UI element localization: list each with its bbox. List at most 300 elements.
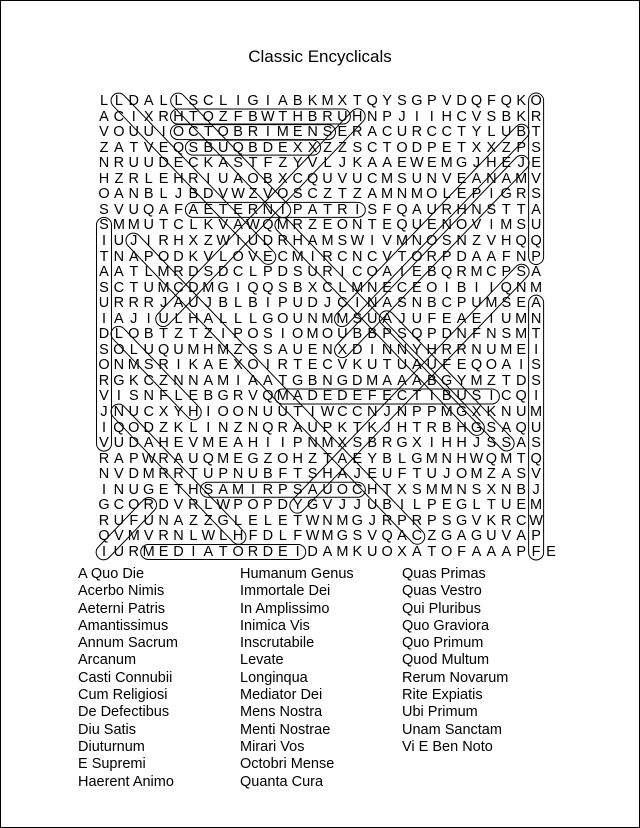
grid-letter: P — [426, 404, 437, 420]
grid-letter: U — [113, 232, 125, 249]
grid-letter: U — [217, 170, 229, 187]
grid-letter: Q — [500, 93, 512, 109]
grid-letter: O — [336, 481, 349, 498]
grid-letter: H — [456, 450, 467, 467]
grid-letter: M — [276, 124, 289, 141]
grid-letter: I — [489, 388, 494, 405]
grid-letter: O — [336, 217, 349, 234]
grid-letter: B — [382, 450, 392, 467]
grid-letter: H — [366, 481, 378, 498]
grid-letter: B — [456, 279, 467, 296]
grid-letter: B — [367, 435, 378, 452]
grid-letter: A — [531, 201, 541, 218]
grid-letter: M — [530, 497, 543, 514]
grid-letter: R — [247, 201, 259, 218]
grid-letter: L — [174, 388, 183, 405]
grid-letter: V — [307, 155, 318, 172]
grid-letter: I — [206, 170, 211, 187]
grid-letter: A — [322, 543, 333, 560]
grid-letter: A — [412, 543, 422, 560]
grid-letter: T — [382, 139, 392, 156]
grid-letter: B — [233, 124, 243, 141]
grid-letter: M — [276, 388, 289, 405]
grid-letter: C — [352, 404, 363, 420]
grid-letter: V — [382, 248, 392, 265]
grid-letter: U — [188, 450, 199, 467]
grid-letter: O — [366, 264, 378, 281]
grid-letter: R — [158, 108, 169, 125]
grid-letter: B — [248, 295, 258, 312]
grid-letter: S — [501, 435, 512, 452]
grid-letter: N — [322, 341, 333, 358]
grid-letter: K — [516, 108, 527, 125]
grid-letter: Y — [173, 404, 184, 420]
grid-letter: K — [307, 93, 318, 109]
grid-letter: D — [203, 186, 214, 203]
grid-letter: D — [352, 341, 363, 358]
grid-letter: W — [320, 404, 335, 420]
grid-letter: J — [398, 310, 406, 327]
grid-letter: A — [337, 450, 348, 467]
grid-letter: S — [203, 264, 214, 281]
grid-letter: I — [519, 357, 524, 374]
grid-letter: K — [352, 155, 363, 172]
grid-letter: A — [397, 528, 407, 545]
grid-letter: N — [143, 388, 154, 405]
grid-letter: J — [353, 497, 361, 514]
grid-letter: G — [411, 93, 423, 109]
grid-letter: L — [219, 248, 228, 265]
grid-letter: M — [515, 326, 528, 343]
grid-letter: U — [247, 466, 259, 483]
grid-letter: G — [217, 279, 229, 296]
grid-letter: N — [247, 419, 259, 436]
word-list-item: Rerum Novarum — [402, 669, 509, 686]
grid-letter: T — [397, 248, 407, 265]
grid-row — [96, 513, 556, 529]
grid-letter: S — [471, 388, 482, 405]
word-list-item: Diu Satis — [78, 721, 137, 738]
grid-letter: A — [516, 435, 527, 452]
grid-letter: S — [531, 186, 541, 203]
grid-letter: O — [292, 326, 304, 343]
grid-letter: M — [217, 341, 230, 358]
grid-letter: A — [471, 170, 482, 187]
grid-letter: M — [321, 528, 334, 545]
grid-letter: N — [173, 528, 184, 545]
grid-letter: K — [128, 372, 139, 389]
grid-letter: M — [112, 217, 125, 234]
grid-letter: A — [277, 93, 288, 109]
grid-letter: P — [382, 108, 392, 125]
grid-letter: B — [367, 326, 378, 343]
grid-letter: Q — [381, 528, 393, 545]
grid-letter: A — [307, 232, 318, 249]
grid-letter: M — [395, 232, 409, 249]
grid-letter: E — [426, 217, 437, 234]
grid-letter: U — [307, 419, 318, 436]
grid-letter: I — [191, 543, 196, 560]
grid-letter: H — [203, 341, 214, 358]
grid-letter: V — [99, 388, 109, 405]
grid-letter: U — [501, 497, 512, 514]
grid-letter: Q — [98, 528, 110, 545]
grid-letter: G — [98, 497, 110, 514]
grid-letter: Z — [159, 419, 169, 436]
grid-letter: S — [292, 481, 303, 498]
grid-letter: I — [101, 419, 107, 436]
grid-letter: B — [307, 372, 318, 389]
grid-letter: H — [173, 170, 184, 187]
grid-letter: A — [203, 543, 214, 560]
grid-letter: E — [322, 388, 333, 405]
grid-letter: P — [143, 248, 154, 265]
grid-letter: D — [307, 388, 318, 405]
grid-letter: E — [158, 543, 169, 560]
grid-row — [96, 217, 556, 233]
grid-row — [96, 295, 556, 311]
grid-letter: R — [292, 217, 303, 234]
grid-letter: A — [382, 155, 392, 172]
grid-letter: U — [366, 357, 378, 374]
word-list-item: Vi E Ben Noto — [402, 738, 493, 755]
grid-row — [96, 326, 556, 342]
grid-letter: V — [471, 512, 482, 529]
word-list-item: Cum Religiosi — [78, 687, 168, 704]
grid-letter: L — [219, 310, 228, 327]
grid-letter: U — [486, 528, 497, 545]
grid-letter: E — [441, 497, 452, 514]
grid-letter: R — [381, 512, 393, 529]
grid-letter: H — [441, 108, 452, 125]
grid-letter: R — [158, 528, 169, 545]
grid-letter: U — [143, 341, 154, 358]
word-list-item: Quanta Cura — [240, 773, 324, 790]
grid-letter: R — [501, 512, 512, 529]
grid-letter: Z — [323, 139, 332, 156]
grid-letter: T — [486, 497, 496, 514]
grid-letter: D — [262, 528, 274, 545]
grid-letter: L — [204, 497, 213, 514]
grid-letter: S — [188, 93, 199, 109]
grid-letter: D — [515, 372, 527, 389]
grid-letter: U — [113, 512, 125, 529]
grid-letter: N — [98, 466, 110, 483]
grid-letter: O — [455, 466, 468, 483]
grid-letter: U — [471, 295, 482, 312]
grid-letter: U — [128, 124, 140, 141]
grid-letter: W — [216, 232, 231, 249]
grid-row — [96, 140, 556, 156]
grid-letter: U — [292, 341, 303, 358]
grid-letter: T — [129, 139, 139, 156]
grid-letter: P — [263, 264, 273, 281]
grid-letter: C — [352, 264, 363, 281]
grid-letter: F — [233, 108, 243, 125]
grid-letter: H — [456, 201, 467, 218]
grid-letter: M — [291, 248, 304, 265]
grid-letter: U — [486, 341, 497, 358]
grid-letter: B — [263, 466, 273, 483]
grid-letter: R — [247, 543, 259, 560]
grid-letter: Z — [427, 528, 437, 545]
word-list-item: Diuturnum — [78, 738, 145, 755]
grid-letter: G — [470, 528, 483, 545]
grid-letter: M — [157, 279, 170, 296]
word-list-item: Inimica Vis — [240, 617, 310, 634]
grid-letter: U — [411, 310, 423, 327]
grid-letter: D — [262, 543, 274, 560]
grid-letter: C — [501, 388, 512, 405]
grid-letter: A — [471, 248, 482, 265]
grid-letter: E — [218, 435, 229, 452]
grid-letter: L — [99, 93, 109, 109]
grid-letter: O — [321, 326, 334, 343]
grid-letter: U — [530, 419, 542, 436]
grid-letter: K — [203, 217, 214, 234]
grid-letter: O — [217, 124, 229, 141]
grid-letter: T — [367, 217, 377, 234]
grid-letter: J — [130, 232, 138, 249]
grid-letter: C — [441, 295, 452, 312]
grid-letter: G — [217, 388, 229, 405]
grid-letter: N — [128, 186, 140, 203]
grid-letter: M — [336, 512, 349, 529]
word-list-item: Rite Expiatis — [402, 687, 483, 704]
grid-letter: S — [516, 264, 527, 281]
grid-row — [96, 528, 556, 544]
grid-letter: Y — [412, 341, 422, 358]
grid-letter: E — [277, 543, 288, 560]
grid-letter: H — [426, 341, 438, 358]
grid-letter: U — [366, 310, 378, 327]
grid-letter: A — [203, 357, 214, 374]
grid-letter: C — [277, 248, 289, 265]
grid-letter: V — [248, 388, 258, 405]
grid-letter: T — [203, 124, 213, 141]
grid-letter: V — [173, 497, 184, 514]
grid-letter: N — [515, 279, 527, 296]
grid-letter: I — [295, 543, 300, 560]
grid-letter: P — [426, 497, 437, 514]
grid-letter: B — [382, 497, 392, 514]
grid-letter: C — [292, 170, 303, 187]
grid-letter: Z — [159, 372, 169, 389]
grid-letter: J — [174, 186, 183, 203]
grid-letter: N — [426, 170, 438, 187]
grid-letter: V — [188, 435, 199, 452]
grid-letter: U — [188, 295, 199, 312]
grid-letter: A — [292, 419, 303, 436]
grid-letter: S — [397, 170, 407, 187]
grid-letter: R — [188, 170, 199, 187]
grid-letter: D — [143, 419, 154, 436]
grid-letter: E — [382, 217, 392, 234]
grid-letter: K — [516, 93, 527, 109]
grid-letter: S — [337, 232, 348, 249]
grid-row — [96, 420, 556, 436]
grid-letter: G — [336, 372, 349, 389]
grid-letter: L — [442, 186, 451, 203]
grid-letter: Y — [471, 124, 482, 141]
grid-letter: T — [427, 543, 437, 560]
grid-letter: A — [501, 543, 512, 560]
grid-letter: X — [471, 404, 482, 420]
grid-letter: U — [143, 155, 154, 172]
grid-letter: D — [352, 372, 363, 389]
grid-letter: A — [471, 543, 482, 560]
grid-letter: D — [277, 497, 289, 514]
grid-letter: S — [352, 139, 363, 156]
grid-letter: E — [158, 481, 169, 498]
grid-letter: I — [280, 435, 285, 452]
grid-letter: I — [236, 93, 241, 109]
word-list-item: Quas Primas — [402, 566, 486, 582]
grid-letter: E — [173, 155, 184, 172]
grid-letter: O — [426, 232, 438, 249]
grid-letter: M — [470, 264, 483, 281]
grid-letter: V — [143, 139, 154, 156]
grid-letter: M — [500, 450, 513, 467]
grid-letter: U — [381, 466, 393, 483]
grid-letter: R — [277, 419, 289, 436]
grid-letter: K — [352, 543, 363, 560]
grid-letter: Q — [113, 419, 125, 436]
grid-letter: O — [381, 543, 393, 560]
grid-letter: A — [486, 248, 497, 265]
grid-letter: S — [352, 435, 363, 452]
grid-letter: P — [501, 264, 512, 281]
grid-letter: R — [128, 295, 140, 312]
grid-letter: L — [472, 497, 481, 514]
grid-letter: N — [322, 512, 333, 529]
grid-letter: S — [516, 466, 527, 483]
grid-letter: A — [173, 295, 184, 312]
grid-letter: X — [143, 108, 154, 125]
grid-letter: C — [426, 124, 438, 141]
grid-letter: F — [278, 466, 288, 483]
grid-letter: I — [474, 279, 479, 296]
grid-letter: B — [248, 108, 258, 125]
grid-letter: E — [412, 264, 422, 281]
grid-letter: R — [98, 372, 110, 389]
grid-letter: I — [399, 497, 405, 514]
grid-letter: N — [381, 341, 393, 358]
grid-letter: M — [202, 435, 215, 452]
grid-letter: B — [248, 139, 258, 156]
grid-letter: O — [485, 357, 498, 374]
grid-letter: T — [501, 201, 511, 218]
grid-letter: I — [489, 310, 494, 327]
grid-letter: T — [516, 201, 526, 218]
grid-letter: N — [113, 357, 125, 374]
grid-letter: V — [218, 186, 229, 203]
grid-row — [96, 435, 556, 451]
grid-letter: M — [530, 404, 543, 420]
grid-letter: W — [350, 232, 365, 249]
grid-letter: D — [173, 543, 184, 560]
grid-letter: U — [292, 310, 303, 327]
grid-letter: S — [531, 357, 541, 374]
grid-letter: B — [143, 186, 154, 203]
grid-letter: A — [128, 248, 139, 265]
grid-letter: A — [516, 528, 527, 545]
grid-letter: A — [531, 264, 541, 281]
grid-letter: S — [143, 357, 154, 374]
grid-letter: W — [305, 512, 320, 529]
grid-letter: Y — [292, 155, 303, 172]
grid-letter: I — [414, 108, 419, 125]
grid-letter: V — [441, 170, 452, 187]
grid-letter: E — [233, 450, 243, 467]
grid-letter: M — [425, 450, 438, 467]
grid-letter: V — [263, 186, 273, 203]
grid-letter: A — [486, 543, 497, 560]
grid-letter: E — [307, 341, 318, 358]
grid-letter: J — [159, 295, 168, 312]
grid-letter: C — [188, 124, 199, 141]
grid-letter: Y — [292, 497, 303, 514]
grid-letter: I — [101, 232, 107, 249]
grid-letter: H — [396, 419, 408, 436]
grid-letter: T — [174, 481, 183, 498]
grid-letter: F — [382, 201, 392, 218]
grid-letter: N — [456, 481, 467, 498]
grid-letter: K — [337, 419, 348, 436]
grid-letter: V — [203, 248, 214, 265]
grid-letter: K — [352, 357, 363, 374]
grid-letter: P — [292, 435, 303, 452]
grid-letter: O — [98, 357, 110, 374]
grid-letter: X — [307, 139, 318, 156]
grid-letter: D — [128, 466, 140, 483]
grid-letter: S — [397, 295, 407, 312]
grid-letter: T — [188, 108, 198, 125]
grid-letter: Z — [337, 139, 347, 156]
grid-letter: A — [218, 155, 229, 172]
grid-letter: G — [455, 497, 468, 514]
grid-letter: M — [530, 279, 543, 296]
grid-letter: Q — [441, 264, 453, 281]
grid-letter: T — [159, 326, 169, 343]
grid-letter: U — [143, 512, 154, 529]
grid-letter: S — [99, 279, 109, 296]
grid-letter: J — [338, 497, 347, 514]
grid-letter: R — [98, 450, 110, 467]
grid-letter: A — [158, 201, 169, 218]
grid-letter: Q — [262, 279, 274, 296]
grid-letter: C — [337, 295, 348, 312]
grid-letter: Z — [203, 512, 213, 529]
grid-letter: T — [248, 155, 258, 172]
grid-letter: N — [441, 217, 452, 234]
grid-letter: U — [203, 466, 214, 483]
grid-letter: D — [307, 543, 318, 560]
grid-row — [96, 342, 556, 358]
grid-letter: Z — [486, 466, 496, 483]
grid-letter: B — [352, 326, 363, 343]
grid-letter: G — [455, 512, 468, 529]
grid-letter: V — [114, 528, 124, 545]
grid-letter: O — [426, 279, 438, 296]
grid-letter: I — [429, 108, 434, 125]
grid-letter: U — [366, 497, 378, 514]
grid-row — [96, 249, 556, 265]
grid-letter: T — [99, 248, 109, 265]
grid-letter: Z — [263, 450, 273, 467]
grid-letter: U — [98, 295, 110, 312]
grid-letter: N — [217, 419, 229, 436]
